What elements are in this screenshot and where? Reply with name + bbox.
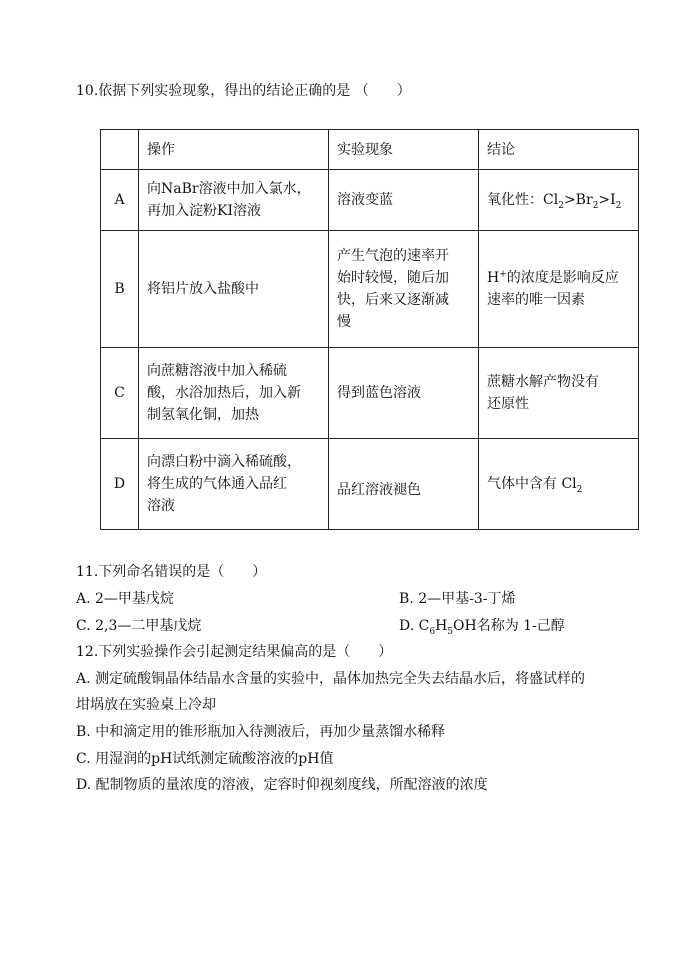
- conclusion-c: 蔗糖水解产物没有 还原性: [479, 348, 639, 439]
- row-label-d: D: [101, 439, 139, 530]
- header-cell-empty: [101, 130, 139, 170]
- phenomenon-b: 产生气泡的速率开 始时较慢，随后加 快，后来又逐渐减 慢: [329, 231, 479, 348]
- experiment-table: [100, 129, 639, 530]
- header-cell-operation: 操作: [139, 130, 329, 170]
- q12-option-b: B. 中和滴定用的锥形瓶加入待测液后，再加少量蒸馏水稀释: [76, 724, 446, 740]
- phenomenon-d: 品红溶液褪色: [329, 439, 479, 530]
- q11-option-d: D. $C_6H_5OH$名称为 1-己醇: [399, 618, 565, 637]
- conclusion-b: H+的浓度是影响反应 速率的唯一因素: [479, 231, 639, 348]
- row-label-c: C: [101, 348, 139, 439]
- question-11-title: 11.下列命名错误的是（ ）: [76, 564, 267, 580]
- table-row: [101, 348, 639, 439]
- question-10-title: 10.依据下列实验现象，得出的结论正确的是 （ ）: [76, 83, 411, 99]
- table-row: [101, 231, 639, 348]
- q12-option-c: C. 用湿润的pH试纸测定硫酸溶液的pH值: [76, 751, 334, 767]
- q12-option-a-line2: 坩埚放在实验桌上冷却: [76, 697, 216, 713]
- operation-d: 向漂白粉中滴入稀硫酸， 将生成的气体通入品红 溶液: [139, 439, 329, 530]
- operation-c: 向蔗糖溶液中加入稀硫 酸，水浴加热后，加入新 制氢氧化铜，加热: [139, 348, 329, 439]
- table-row: [101, 170, 639, 231]
- header-cell-conclusion: 结论: [479, 130, 639, 170]
- header-cell-phenomenon: 实验现象: [329, 130, 479, 170]
- operation-b: 将铝片放入盐酸中: [139, 231, 329, 348]
- q12-option-d: D. 配制物质的量浓度的溶液，定容时仰视刻度线，所配溶液的浓度: [76, 777, 488, 793]
- q12-option-a-line1: A. 测定硫酸铜晶体结晶水含量的实验中，晶体加热完全失去结晶水后，将盛试样的: [76, 671, 586, 687]
- conclusion-a: 氧化性：$Cl_2>Br_2>I_2$: [479, 170, 639, 231]
- q11-option-a: A. 2—甲基戊烷: [76, 591, 174, 607]
- question-12-title: 12.下列实验操作会引起测定结果偏高的是（ ）: [76, 644, 393, 660]
- row-label-b: B: [101, 231, 139, 348]
- table-header-row: [101, 130, 639, 170]
- q11-option-c: C. 2,3—二甲基戊烷: [76, 618, 202, 634]
- phenomenon-a: 溶液变蓝: [329, 170, 479, 231]
- phenomenon-c: 得到蓝色溶液: [329, 348, 479, 439]
- operation-a: 向NaBr溶液中加入氯水， 再加入淀粉KI溶液: [139, 170, 329, 231]
- q11-option-b: B. 2—甲基-3-丁烯: [399, 591, 516, 607]
- row-label-a: A: [101, 170, 139, 231]
- table-row: [101, 439, 639, 530]
- conclusion-d: 气体中含有 $Cl_2$: [479, 439, 639, 530]
